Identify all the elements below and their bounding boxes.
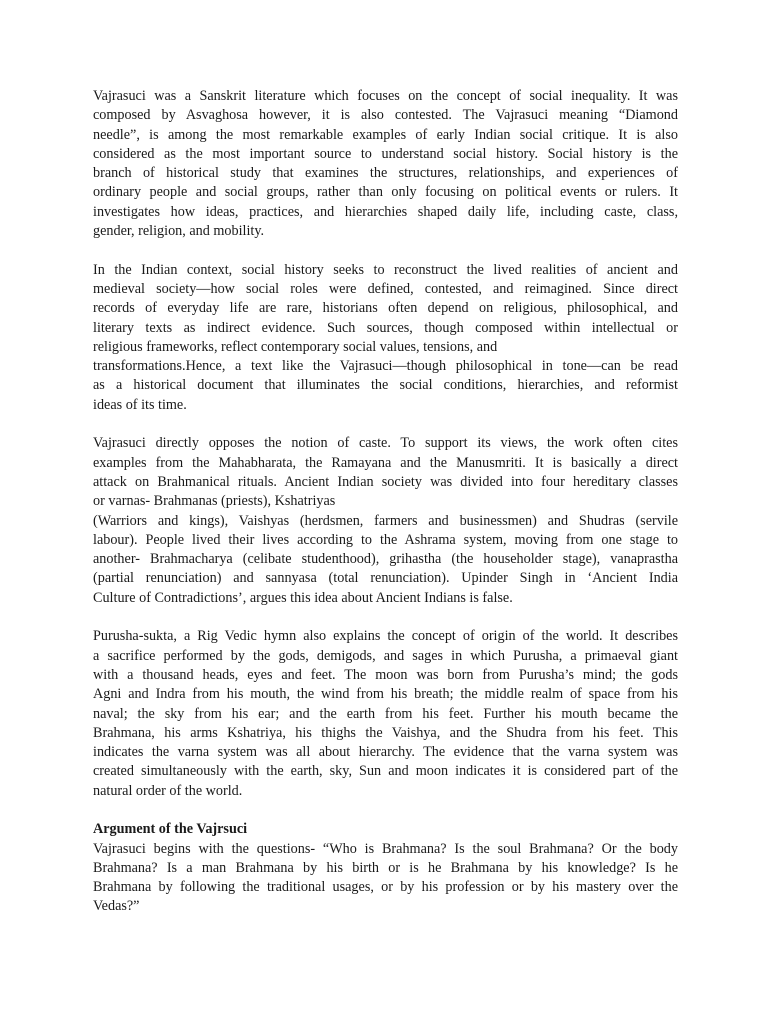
- text-line: (partial renunciation) and sannyasa (total renunciation). Upinder Singh in ‘Ancient India: [93, 570, 678, 587]
- text-line: another- Brahmacharya (celibate studenthood), grihastha (the householder stage), vanaprastha: [93, 551, 678, 568]
- text-line: medieval society—how social roles were defined, contested, and reimagined. Since direct: [93, 280, 678, 297]
- text-line: literary texts as indirect evidence. Such sources, though composed within intellectual or: [93, 319, 678, 336]
- text-line: In the Indian context, social history seeks to reconstruct the lived realities of ancient and: [93, 261, 678, 278]
- paragraph-caste: [93, 434, 678, 608]
- text-line: Vajrasuci was a Sanskrit literature which focuses on the concept of social inequality. It was: [93, 88, 678, 104]
- paragraph-purusha-sukta: [93, 627, 678, 801]
- text-line: investigates how ideas, practices, and hierarchies shaped daily life, including caste, class,: [93, 203, 678, 220]
- section-argument: [93, 820, 678, 916]
- paragraph-indian-context: [93, 261, 678, 415]
- paragraph-introduction: [93, 87, 678, 241]
- text-line: transformations.Hence, a text like the Vajrasuci—though philosophical in tone—can be read: [93, 358, 678, 375]
- text-line: needle”, is among the most remarkable examples of early Indian social critique. It is also: [93, 126, 678, 143]
- text-line: branch of historical study that examines the structures, relationships, and experiences of: [93, 165, 678, 182]
- text-line: examples from the Mahabharata, the Ramayana and the Manusmriti. It is basically a direct: [93, 454, 678, 471]
- text-line: ideas of its time.: [93, 396, 187, 413]
- text-line: Vedas?”: [93, 898, 140, 915]
- text-line: religious frameworks, reflect contemporary social values, tensions, and: [93, 338, 498, 355]
- text-line: labour). People lived their lives according to the Ashrama system, moving from one stage to: [93, 531, 678, 548]
- text-line: Vajrasuci begins with the questions- “Who is Brahmana? Is the soul Brahmana? Or the body: [93, 840, 678, 857]
- text-line: or varnas- Brahmanas (priests), Kshatriyas: [93, 493, 336, 510]
- text-line: (Warriors and kings), Vaishyas (herdsmen, farmers and businessmen) and Shudras (servile: [93, 512, 678, 529]
- text-line: considered as the most important source to understand social history. Social history is the: [93, 145, 678, 162]
- text-line: Brahmana, his arms Kshatriya, his thighs the Vaishya, and the Shudra from his feet. This: [93, 724, 678, 741]
- text-line: with a thousand heads, eyes and feet. The moon was born from Purusha’s mind; the gods: [93, 666, 678, 683]
- text-line: a sacrifice performed by the gods, demigods, and sages in which Purusha, a primaeval giant: [93, 647, 678, 664]
- text-line: records of everyday life are rare, historians often depend on religious, philosophical, and: [93, 300, 678, 317]
- text-line: Agni and Indra from his mouth, the wind from his breath; the middle realm of space from his: [93, 686, 678, 703]
- text-line: composed by Asvaghosa however, it is also contested. The Vajrasuci meaning “Diamond: [93, 107, 678, 124]
- section-heading: Argument of the Vajrsuci: [93, 821, 248, 838]
- text-line: Brahmana? Is a man Brahmana by his birth or is he Brahmana by his knowledge? Is he: [93, 859, 678, 876]
- text-line: Purusha-sukta, a Rig Vedic hymn also explains the concept of origin of the world. It describes: [93, 628, 678, 645]
- text-line: as a historical document that illuminates the social conditions, hierarchies, and reformist: [93, 377, 678, 394]
- text-line: Vajrasuci directly opposes the notion of caste. To support its views, the work often cites: [93, 435, 678, 452]
- text-line: naval; the sky from his ear; and the earth from his feet. Further his mouth became the: [93, 705, 678, 722]
- text-line: created simultaneously with the earth, sky, Sun and moon indicates it is considered part of the: [93, 763, 678, 780]
- text-line: gender, religion, and mobility.: [93, 223, 265, 240]
- text-line: indicates the varna system was all about hierarchy. The evidence that the varna system was: [93, 744, 678, 761]
- text-line: ordinary people and social groups, rather than only focusing on political events or rulers. It: [93, 184, 678, 201]
- text-line: attack on Brahmanical rituals. Ancient Indian society was divided into four hereditary classes: [93, 473, 678, 490]
- text-line: Culture of Contradictions’, argues this idea about Ancient Indians is false.: [93, 589, 513, 606]
- text-line: natural order of the world.: [93, 782, 243, 799]
- text-line: Brahmana by following the traditional usages, or by his profession or by his mastery over the: [93, 879, 678, 896]
- document-page: [93, 87, 678, 917]
